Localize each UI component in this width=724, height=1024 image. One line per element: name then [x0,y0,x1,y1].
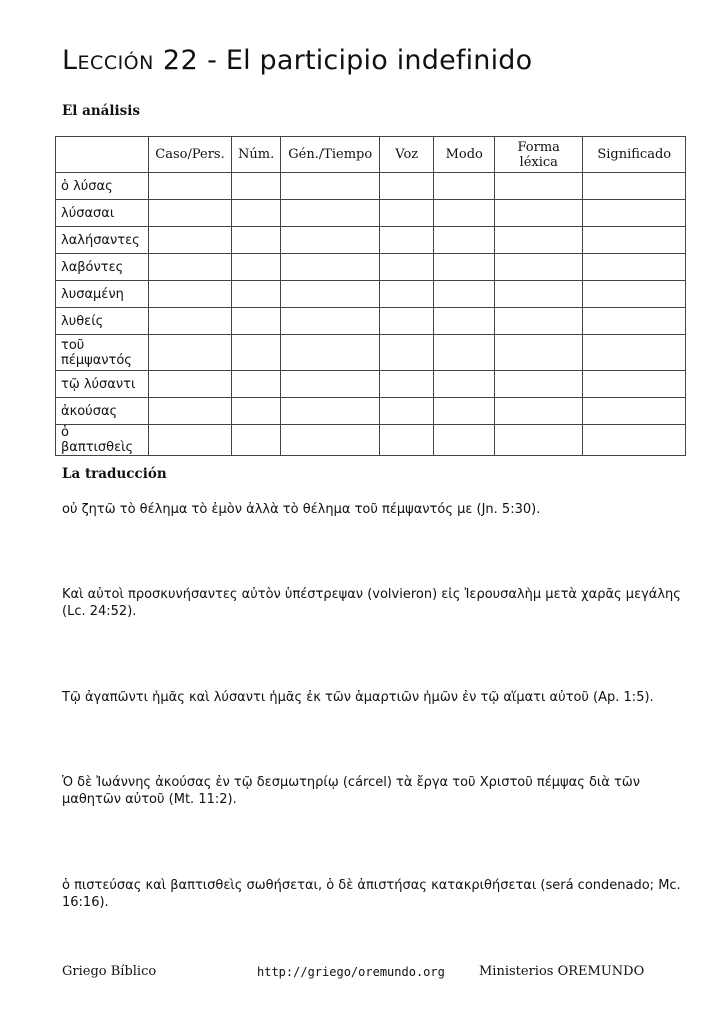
greek-word-cell: λαβόντες [56,254,149,281]
answer-cell-forma-lexica[interactable] [495,335,583,371]
answer-cell-voz[interactable] [380,335,434,371]
answer-cell-caso[interactable] [149,335,232,371]
greek-word-cell: ἀκούσας [56,398,149,425]
answer-cell-caso[interactable] [149,173,232,200]
answer-cell-voz[interactable] [380,254,434,281]
column-header-voz: Voz [380,137,434,173]
answer-cell-significado[interactable] [583,425,686,456]
answer-cell-modo[interactable] [434,308,495,335]
table-row [56,371,686,398]
answer-cell-gen-tiempo[interactable] [281,200,380,227]
table-row [56,335,686,371]
answer-cell-significado[interactable] [583,254,686,281]
greek-word-cell: ὁ βαπτισθεὶς [56,425,149,456]
answer-cell-significado[interactable] [583,281,686,308]
answer-cell-forma-lexica[interactable] [495,200,583,227]
answer-cell-voz[interactable] [380,227,434,254]
column-header-word [56,137,149,173]
answer-cell-modo[interactable] [434,173,495,200]
answer-cell-modo[interactable] [434,200,495,227]
answer-cell-num[interactable] [232,200,281,227]
greek-word-cell: ὁ λύσας [56,173,149,200]
translation-sentence: Ὁ δὲ Ἰωάννης ἀκούσας ἐν τῷ δεσμωτηρίῳ (cárcel) τὰ ἔργα τοῦ Χριστοῦ πέμψας διὰ τῶν μαθητῶν αὐτοῦ (Mt. 11:2). [62,775,640,807]
analysis-table [55,136,686,456]
answer-cell-num[interactable] [232,254,281,281]
answer-cell-num[interactable] [232,281,281,308]
title-separator: - [198,45,226,76]
answer-cell-caso[interactable] [149,308,232,335]
table-row [56,173,686,200]
answer-cell-caso[interactable] [149,227,232,254]
answer-cell-voz[interactable] [380,371,434,398]
translation-heading: La traducción [62,466,167,482]
column-header-num: Núm. [232,137,281,173]
greek-word-cell: λαλήσαντες [56,227,149,254]
answer-cell-significado[interactable] [583,173,686,200]
answer-cell-caso[interactable] [149,254,232,281]
column-header-significado: Significado [583,137,686,173]
column-header-gen-tiempo: Gén./Tiempo [281,137,380,173]
answer-cell-significado[interactable] [583,200,686,227]
footer-ministry-name: Ministerios OREMUNDO [479,964,645,979]
table-row [56,281,686,308]
answer-cell-gen-tiempo[interactable] [281,398,380,425]
answer-cell-gen-tiempo[interactable] [281,425,380,456]
translation-sentence: Καὶ αὐτοὶ προσκυνήσαντες αὐτὸν ὑπέστρεψαν (volvieron) εἰς Ἰερουσαλὴμ μετὰ χαρᾶς μεγάλης (Lc. 24:52). [62,587,681,619]
translation-sentence: οὐ ζητῶ τὸ θέλημα τὸ ἐμὸν ἀλλὰ τὸ θέλημα τοῦ πέμψαντός με (Jn. 5:30). [62,502,541,517]
answer-cell-num[interactable] [232,425,281,456]
greek-word-cell: λυθείς [56,308,149,335]
greek-word-cell: λύσασαι [56,200,149,227]
answer-cell-significado[interactable] [583,227,686,254]
answer-cell-modo[interactable] [434,398,495,425]
answer-cell-caso[interactable] [149,281,232,308]
answer-cell-caso[interactable] [149,371,232,398]
page-title [62,45,532,76]
lesson-number: Lección 22 [62,45,199,76]
table-header-row [56,137,686,173]
greek-word-cell: τοῦ πέμψαντός [56,335,149,371]
answer-cell-gen-tiempo[interactable] [281,254,380,281]
answer-cell-significado[interactable] [583,371,686,398]
table-row [56,227,686,254]
answer-cell-caso[interactable] [149,200,232,227]
answer-cell-voz[interactable] [380,200,434,227]
answer-cell-modo[interactable] [434,281,495,308]
answer-cell-gen-tiempo[interactable] [281,227,380,254]
answer-cell-num[interactable] [232,335,281,371]
answer-cell-modo[interactable] [434,335,495,371]
answer-cell-modo[interactable] [434,254,495,281]
footer-course-name: Griego Bíblico [62,964,157,979]
table-row [56,425,686,456]
answer-cell-forma-lexica[interactable] [495,173,583,200]
answer-cell-significado[interactable] [583,335,686,371]
answer-cell-voz[interactable] [380,425,434,456]
answer-cell-voz[interactable] [380,281,434,308]
answer-cell-modo[interactable] [434,425,495,456]
answer-cell-forma-lexica[interactable] [495,281,583,308]
answer-cell-caso[interactable] [149,425,232,456]
answer-cell-num[interactable] [232,371,281,398]
answer-cell-voz[interactable] [380,308,434,335]
analysis-heading: El análisis [62,103,141,119]
answer-cell-num[interactable] [232,227,281,254]
answer-cell-forma-lexica[interactable] [495,254,583,281]
answer-cell-significado[interactable] [583,308,686,335]
answer-cell-gen-tiempo[interactable] [281,173,380,200]
translation-sentence: Τῷ ἀγαπῶντι ἡμᾶς καὶ λύσαντι ἡμᾶς ἐκ τῶν ἁμαρτιῶν ἡμῶν ἐν τῷ αἵματι αὐτοῦ (Ap. 1:5). [62,690,654,705]
answer-cell-modo[interactable] [434,227,495,254]
answer-cell-forma-lexica[interactable] [495,371,583,398]
answer-cell-num[interactable] [232,398,281,425]
answer-cell-num[interactable] [232,173,281,200]
greek-word-cell: τῷ λύσαντι [56,371,149,398]
table-row [56,200,686,227]
table-row [56,308,686,335]
answer-cell-significado[interactable] [583,398,686,425]
table-row [56,398,686,425]
answer-cell-num[interactable] [232,308,281,335]
column-header-modo: Modo [434,137,495,173]
translation-sentence: ὁ πιστεύσας καὶ βαπτισθεὶς σωθήσεται, ὁ δὲ ἀπιστήσας κατακριθήσεται (será condenado; Mc. 16:16). [62,878,681,910]
lesson-topic: El participio indefinido [225,45,533,76]
greek-word-cell: λυσαμένη [56,281,149,308]
column-header-caso: Caso/Pers. [149,137,232,173]
answer-cell-gen-tiempo[interactable] [281,281,380,308]
answer-cell-forma-lexica[interactable] [495,227,583,254]
answer-cell-modo[interactable] [434,371,495,398]
answer-cell-voz[interactable] [380,173,434,200]
table-row [56,254,686,281]
answer-cell-forma-lexica[interactable] [495,308,583,335]
answer-cell-forma-lexica[interactable] [495,425,583,456]
answer-cell-gen-tiempo[interactable] [281,335,380,371]
footer-website-link[interactable]: http://griego/oremundo.org [257,965,445,979]
answer-cell-voz[interactable] [380,398,434,425]
answer-cell-caso[interactable] [149,398,232,425]
column-header-forma-lexica: Forma léxica [495,137,583,173]
answer-cell-forma-lexica[interactable] [495,398,583,425]
answer-cell-gen-tiempo[interactable] [281,371,380,398]
answer-cell-gen-tiempo[interactable] [281,308,380,335]
